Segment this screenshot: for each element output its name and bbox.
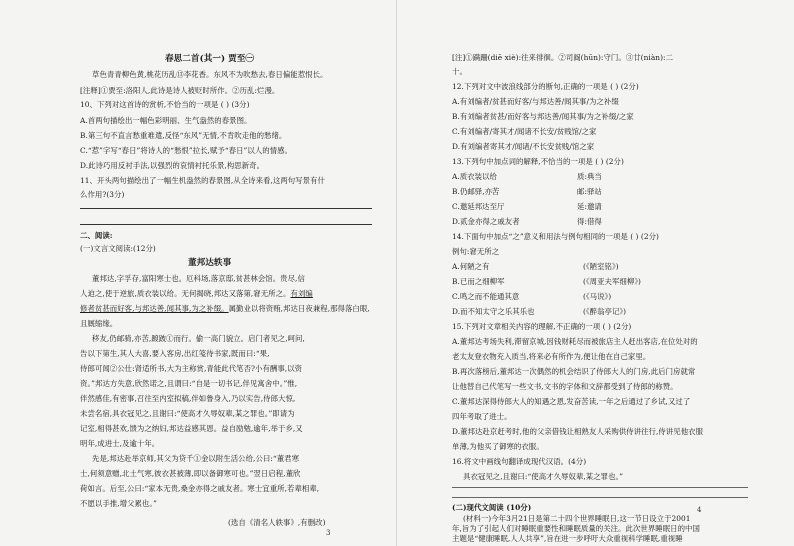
passage-title: 董邦达轶事 [188, 258, 232, 268]
poem-text: 草色青青柳色黄,桃花历乱⑬李花香。东风不为吹愁去,春日偏能惹恨长。 [92, 70, 328, 79]
passage-text: 人迫之,使于逆旅,质衣装以给。无何揭晓,邦达又落第,窘无所之。 [80, 289, 291, 298]
section-heading-classical: (一)文言文阅读:(12分) [80, 244, 156, 253]
question-11-line2: 么作用?(3分) [80, 190, 125, 199]
answer-line [80, 208, 372, 209]
q13-option-a: A.质衣装以给 [452, 172, 497, 181]
passage-line: 未尝名宿,具衣冠见之,且谢曰:“使高才久辱奴辈,某之罪也。”即请为 [80, 409, 295, 418]
q14-option-d-source: (《醉翁亭记》) [583, 307, 627, 316]
q13-option-d-gloss: 得:借得 [577, 217, 602, 226]
q13-option-b: B.仍邮驿,亦苦 [452, 187, 500, 196]
q14-example: 例句:窘无所之 [452, 247, 500, 256]
q14-option-a: A.何陋之有 [452, 262, 490, 271]
section-heading-modern: (二)现代文阅读 (10分) [452, 503, 532, 512]
q10-option-d: D.此诗巧用反衬手法,以强烈的哀情衬托乐景,构思新奇。 [80, 161, 265, 170]
passage-line: 资。”邦达方失意,欣然诺之,且谓曰:“自是一切书记,伴见寓舍中。”惟, [80, 379, 298, 388]
section-heading-reading: 二、阅读: [80, 231, 113, 240]
question-14: 14.下面句中加点“之”意义和用法与例句相同的一项是 ( ) (2分) [452, 232, 659, 241]
passage-line: 侍郎可闻②公仕:肾适所书,大为主称赏,青能此代笔否?小有酬事,以资 [80, 364, 303, 373]
question-15: 15.下列对文章相关内容的理解,不正确的一项 ( ) (2分) [452, 322, 632, 331]
modern-passage-line: 年,旨为了引起人们对睡眠重要性和睡眠质量的关注。此次世界睡眠日的中国 [452, 524, 700, 533]
annotation-note: 十。 [452, 67, 467, 76]
q12-option-a: A.有刘编者/贫甚而好客/与邦达善/闻其事/为之补缀 [452, 97, 619, 106]
q13-option-d: D.贰金亦得之戚友者 [452, 217, 520, 226]
q12-option-d: D.有刘编者寄其才/闻诸/不长安贫贱/馆之家 [452, 142, 595, 151]
modern-passage-line: 主题是“健康睡眠,人人共享”,旨在进一步呼吁大众重视科学睡眠,重视睡 [452, 534, 683, 543]
passage-line [80, 289, 313, 299]
q15-option-c: C.董邦达深得侍郎大人的知遇之恩,发奋苦读,一年之后通过了乡试,又过了 [452, 397, 691, 406]
answer-line [80, 224, 372, 225]
q14-option-c: C.鸣之而不能通其意 [452, 292, 520, 301]
q15-option-d-cont: 单薄,为他买了御寒的衣服。 [452, 442, 544, 451]
passage-line: 告以下第生,其人大喜,要入客房,出红笺待书家,既而曰:“果, [80, 349, 270, 358]
wavy-underline-text: 修者贫甚而好客,与邦达善,闻其事,为之补缀。 [80, 304, 229, 313]
q15-option-b-cont: 让他替自己代笔写一些文书,文书的字体和文辞都受到了侍郎的称赞。 [452, 382, 678, 391]
question-13: 13.下列句中加点词的解释,不恰当的一项是 ( ) (2分) [452, 157, 624, 166]
question-12: 12.下列对文中波浪线部分的断句,正确的一项是 ( ) (2分) [452, 82, 639, 91]
poem-note: [注释]①贾至:洛阳人,此诗是诗人被贬时所作。②历乱:烂漫。 [80, 86, 280, 95]
page-number: 4 [697, 506, 702, 514]
q15-option-a-cont: 老太友登衣物充入质当,将来必有所作为,便让他在自己家里。 [452, 352, 651, 361]
q15-option-c-cont: 四年考取了进士。 [452, 412, 512, 421]
source-citation: (选自《清名人轶事》,有删改) [228, 518, 326, 527]
q16-sentence: 具衣冠见之,且谢曰:“使高才久辱奴辈,某之罪也。” [463, 472, 624, 481]
q14-option-b: B.已而之细柳军 [452, 277, 505, 286]
passage-line: 记室,相得甚欢,馈为之纳妇,邦达益感其恩。益自励勉,逾年,举于乡,又 [80, 424, 303, 433]
passage-line [80, 304, 370, 314]
passage-line: 明年,成进士,及逾十年。 [80, 439, 160, 448]
question-10: 10、下列对这首诗的赏析,不恰当的一项是 ( ) (3分) [80, 100, 250, 109]
passage-line: 士,何须意赠,北土气寒,彼衣甚被薄,即以备御寒可也。”翌日启程,董欣 [80, 469, 301, 478]
poem-title: 春思二首(其一) 贾至㊀ [165, 54, 255, 64]
q13-option-b-gloss: 邮:驿站 [577, 187, 602, 196]
q10-option-c: C.“惹”字写“春日”将诗人的“愁恨”拉长,赋予“春日”以人的情感。 [80, 146, 293, 155]
passage-line: 且厩缩缘。 [80, 319, 118, 328]
wavy-underline-text: 有刘编 [290, 289, 313, 298]
q12-option-c: C.有刘编者/寄其才/闻诸不长安/贫贱馆/之家 [452, 127, 597, 136]
q14-option-a-source: (《陋室铭》) [583, 262, 619, 271]
q14-option-d: D.而不知太守之乐其乐也 [452, 307, 535, 316]
passage-line: 伴然感佳,有密事,召往至内室拟稿,伴如鲁身入,乃以实告,侍郎大惊, [80, 394, 296, 403]
page-number: 3 [326, 529, 331, 537]
q15-option-b: B.再次落榜后,董邦达一次偶然的机会结识了侍郎大人的门房,此后门房就常 [452, 367, 696, 376]
passage-line: 移友,仍邮骑,亦苦,踱跛①而行。偷一高门貌立。启门者见之,呵问, [92, 334, 305, 343]
question-16: 16.将文中画线句翻译成现代汉语。(4分) [452, 457, 587, 466]
q13-option-a-gloss: 质:典当 [577, 172, 602, 181]
answer-line [452, 487, 748, 488]
q14-option-c-source: (《马说》) [583, 292, 612, 301]
q15-option-d: D.董邦达赴京赶考时,他的父亲借钱让相熟友人采购供侍讲往行,侍讲见他衣服 [452, 427, 704, 436]
passage-text: 属勤业以将资贿,邦达日夜兼程,那得落白眼, [228, 304, 370, 313]
passage-line: 荷如言。后至,公曰:“家本无贵,桑金亦得之戚友者。寒士宜重所,若辈相辈, [80, 484, 320, 493]
q10-option-a: A.首两句描绘出一幅色彩明丽、生气盎然的春景图。 [80, 116, 252, 125]
annotation-note: [注]①蹒跚(diē xiè):往来徘徊。②司阍(hūn):守门。③廿(niàn):二 [452, 53, 674, 62]
passage-line: 董邦达,字孚存,富阳寒士也。厄科场,落京邸,贫甚林会馆。贵尽,信 [92, 274, 305, 283]
passage-line: 不愿以手推,增父累也。” [80, 499, 157, 508]
passage-line: 先是,邦达赴举京师,其父为贷千①金以附生活公给,公曰:“董君寒 [92, 454, 300, 463]
q10-option-b: B.第三句不直言愁重难遣,反怪“东风”无情,不肯吹走他的愁绪。 [80, 131, 287, 140]
q13-option-c: C.邀延邦达至厅 [452, 202, 505, 211]
q14-option-b-source: (《周亚夫军细柳》) [583, 277, 641, 286]
answer-line [452, 497, 748, 498]
q12-option-b: B.有刘编者贫甚/而好客与邦达善/闻其事/为之补缀/之家 [452, 112, 634, 121]
right-page [397, 0, 794, 546]
q15-option-a: A.董邦达考场失利,滞留京城,因钱财耗尽而被旅店主人赶出客店,在位处对的 [452, 337, 698, 346]
modern-passage-line: (材料一)今年3月21日是第二十四个世界睡眠日,这一节日设立于2001 [463, 514, 691, 523]
question-11-line1: 11、开头两句描绘出了一幅生机盎然的春景图,从全诗来看,这两句写景有什 [80, 176, 325, 185]
q13-option-c-gloss: 延:邀请 [577, 202, 602, 211]
